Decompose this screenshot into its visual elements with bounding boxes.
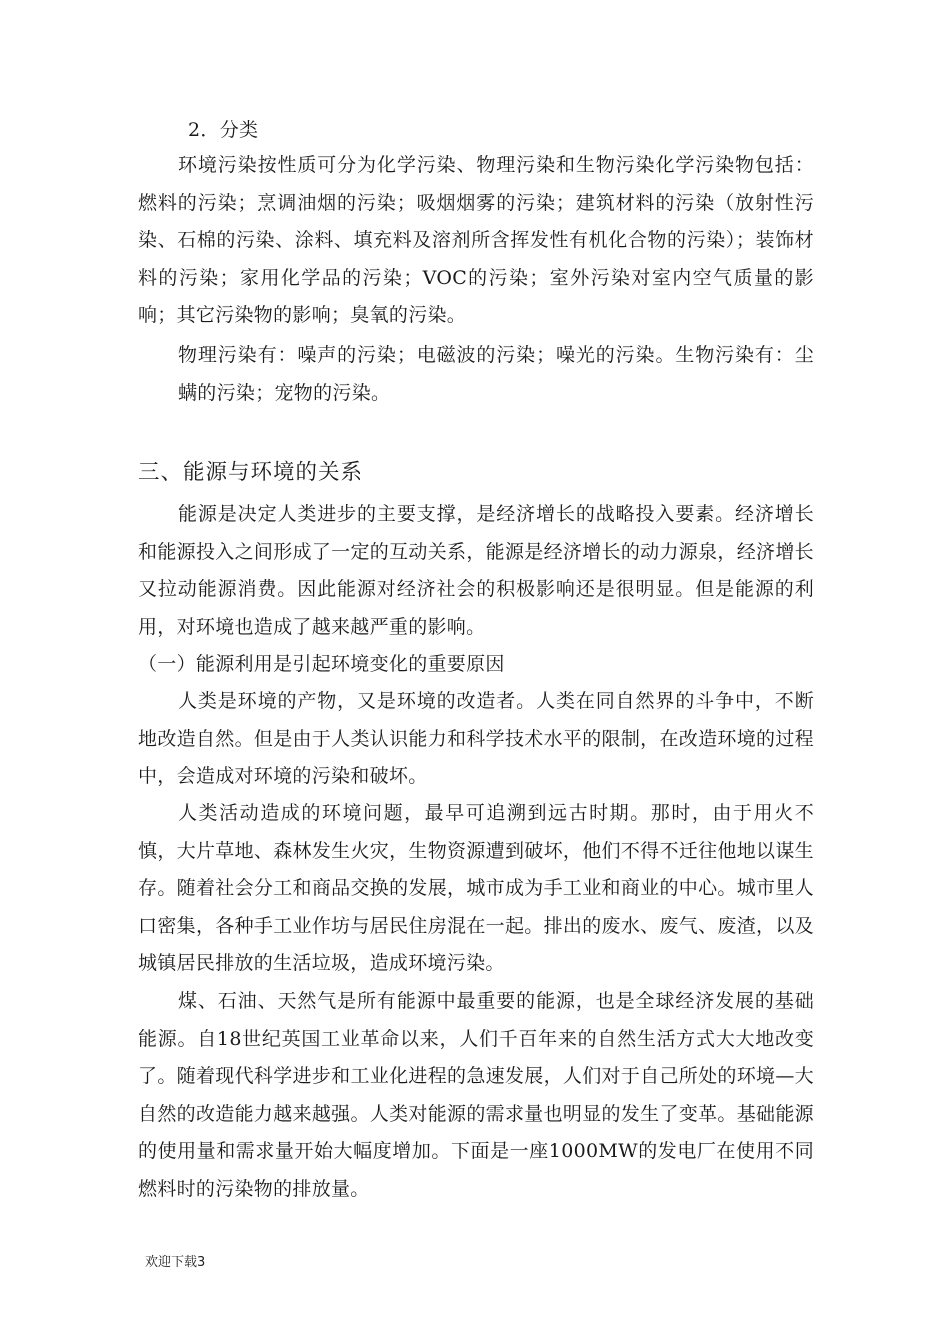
fossil-fuel-paragraph: 煤、石油、天然气是所有能源中最重要的能源，也是全球经济发展的基础能源。自18世纪英国工业革命以来，人们千百年来的自然生活方式大大地改变了。随着现代科学进步和工业化进程的急速发展，人们对于自己所处的环境—大自然的改造能力越来越强。人类对能源的需求量也明显的发生了变革。基础能源的使用量和需求量开始大幅度增加。下面是一座1000MW的发电厂在使用不同燃料时的污染物的排放量。 bbox=[138, 990, 814, 1200]
page-footer: 欢迎下载3 bbox=[145, 1255, 206, 1270]
physical-pollution-paragraph: 物理污染有：噪声的污染；电磁波的污染；噪光的污染。生物污染有：尘螨的污染；宠物的污染。 bbox=[178, 344, 814, 404]
subsection-one-heading: （一）能源利用是引起环境变化的重要原因 bbox=[138, 653, 505, 675]
section-three-heading: 三、能源与环境的关系 bbox=[138, 460, 364, 485]
chemical-pollution-paragraph: 环境污染按性质可分为化学污染、物理污染和生物污染化学污染物包括：燃料的污染；烹调油烟的污染；吸烟烟雾的污染；建筑材料的污染（放射性污染、石棉的污染、涂料、填充料及溶剂所含挥发性有机化合物的污染）；装饰材料的污染；家用化学品的污染；VOC的污染；室外污染对室内空气质量的影响；其它污染物的影响；臭氧的污染。 bbox=[138, 154, 814, 326]
human-environment-paragraph: 人类是环境的产物，又是环境的改造者。人类在同自然界的斗争中，不断地改造自然。但是由于人类认识能力和科学技术水平的限制，在改造环境的过程中，会造成对环境的污染和破坏。 bbox=[138, 690, 814, 787]
environmental-history-paragraph: 人类活动造成的环境问题，最早可追溯到远古时期。那时，由于用火不慎，大片草地、森林发生火灾，生物资源遭到破坏，他们不得不迁往他地以谋生存。随着社会分工和商品交换的发展，城市成为手工业和商业的中心。城市里人口密集，各种手工业作坊与居民住房混在一起。排出的废水、废气、废渣，以及城镇居民排放的生活垃圾，造成环境污染。 bbox=[138, 802, 814, 974]
energy-intro-paragraph: 能源是决定人类进步的主要支撑，是经济增长的战略投入要素。经济增长和能源投入之间形成了一定的互动关系，能源是经济增长的动力源泉，经济增长又拉动能源消费。因此能源对经济社会的积极影响还是很明显。但是能源的利用，对环境也造成了越来越严重的影响。 bbox=[138, 503, 814, 638]
classification-heading: 2．分类 bbox=[188, 119, 259, 141]
